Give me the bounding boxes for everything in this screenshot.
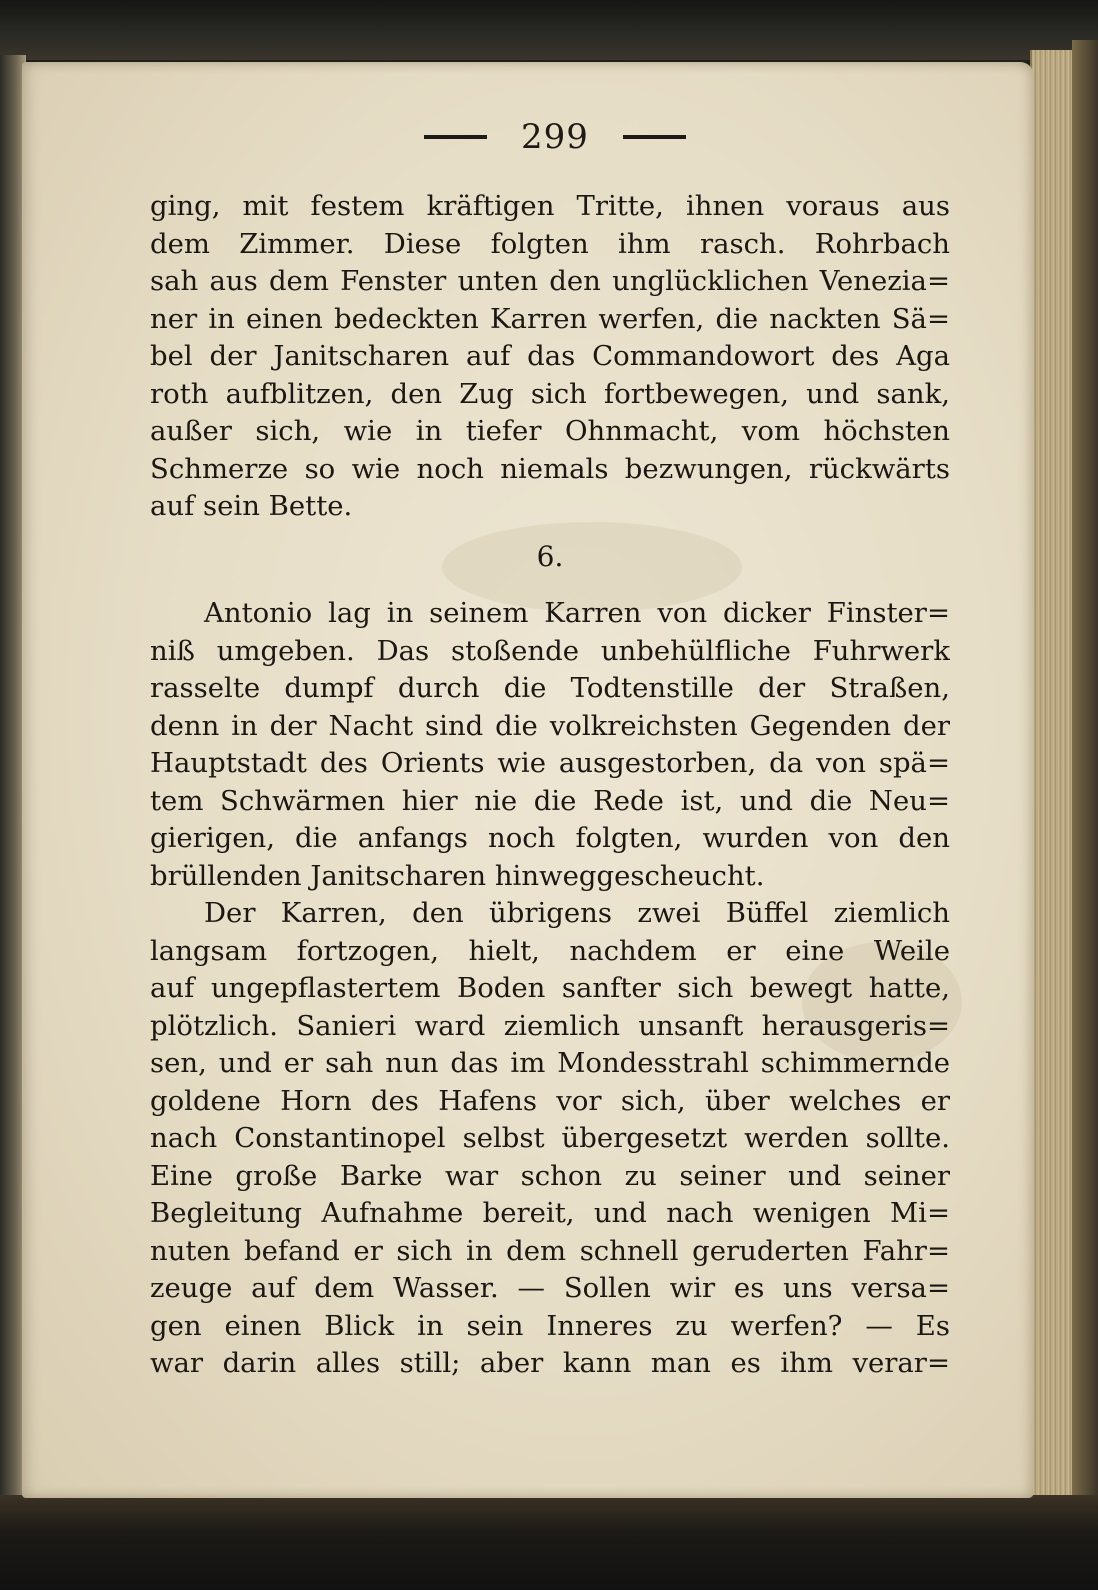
text-line: goldene Horn des Hafens vor sich, über welches er xyxy=(150,1084,950,1117)
text-line: sen, und er sah nun das im Mondesstrahl schimmernde xyxy=(150,1047,950,1079)
paragraph-2-and-3 xyxy=(150,595,950,1383)
text-line: Der Karren, den übrigens zwei Büffel ziemlich xyxy=(204,897,950,929)
text-line: war darin alles still; aber kann man es ihm verar= xyxy=(150,1347,950,1379)
text-line: langsam fortzogen, hielt, nachdem er eine Weile xyxy=(150,934,950,967)
text-line: auf ungepflastertem Boden sanfter sich bewegt hatte, xyxy=(150,972,950,1004)
header-rule-right xyxy=(623,135,686,139)
text-line: gierigen, die anfangs noch folgten, wurden von den xyxy=(150,822,950,854)
text-line: brüllenden Janitscharen hinweggescheucht. xyxy=(150,859,765,892)
text-line: denn in der Nacht sind die volkreichsten Gegenden der xyxy=(150,709,950,742)
text-line: dem Zimmer. Diese folgten ihm rasch. Rohrbach xyxy=(150,227,950,260)
text-line: Begleitung Aufnahme bereit, und nach wenigen Mi= xyxy=(150,1197,950,1229)
text-line: roth aufblitzen, den Zug sich fortbewegen, und sank, xyxy=(150,377,950,410)
text-line: tem Schwärmen hier nie die Rede ist, und die Neu= xyxy=(150,784,950,817)
text-line: Eine große Barke war schon zu seiner und seiner xyxy=(150,1159,950,1192)
text-line: nach Constantinopel selbst übergesetzt werden sollte. xyxy=(150,1122,950,1154)
text-line: Hauptstadt des Orients wie ausgestorben, da von spä= xyxy=(150,747,950,779)
text-line: plötzlich. Sanieri ward ziemlich unsanft herausgeris= xyxy=(150,1009,950,1042)
paragraph-1 xyxy=(150,188,950,526)
text-line: gen einen Blick in sein Inneres zu werfen? — Es xyxy=(150,1309,950,1342)
text-line: zeuge auf dem Wasser. — Sollen wir es uns versa= xyxy=(150,1272,950,1304)
text-line: bel der Janitscharen auf das Commandowort des Aga xyxy=(150,340,950,372)
text-line: außer sich, wie in tiefer Ohnmacht, vom höchsten xyxy=(150,415,950,447)
text-line: Antonio lag in seinem Karren von dicker Finster= xyxy=(204,597,950,629)
chapter-number: 6. xyxy=(536,540,564,573)
header-rule-left xyxy=(424,135,487,139)
text-line: niß umgeben. Das stoßende unbehülfliche Fuhrwerk xyxy=(150,634,950,667)
text-line: nuten befand er sich in dem schnell geruderten Fahr= xyxy=(150,1234,950,1267)
text-line: rasselte dumpf durch die Todtenstille der Straßen, xyxy=(150,672,950,704)
book-cover-bottom xyxy=(0,1495,1098,1590)
text-line: Schmerze so wie noch niemals bezwungen, rückwärts xyxy=(150,452,950,485)
text-line: sah aus dem Fenster unten den unglücklichen Venezia= xyxy=(150,265,950,297)
text-line: auf sein Bette. xyxy=(150,490,353,522)
text-line: ging, mit festem kräftigen Tritte, ihnen voraus aus xyxy=(150,190,950,222)
page-number: 299 xyxy=(521,117,589,157)
page-header xyxy=(390,112,720,162)
book-cover-top xyxy=(0,0,1098,60)
text-line: ner in einen bedeckten Karren werfen, die nackten Sä= xyxy=(150,302,950,335)
page-edges-shadow xyxy=(1072,40,1098,1520)
